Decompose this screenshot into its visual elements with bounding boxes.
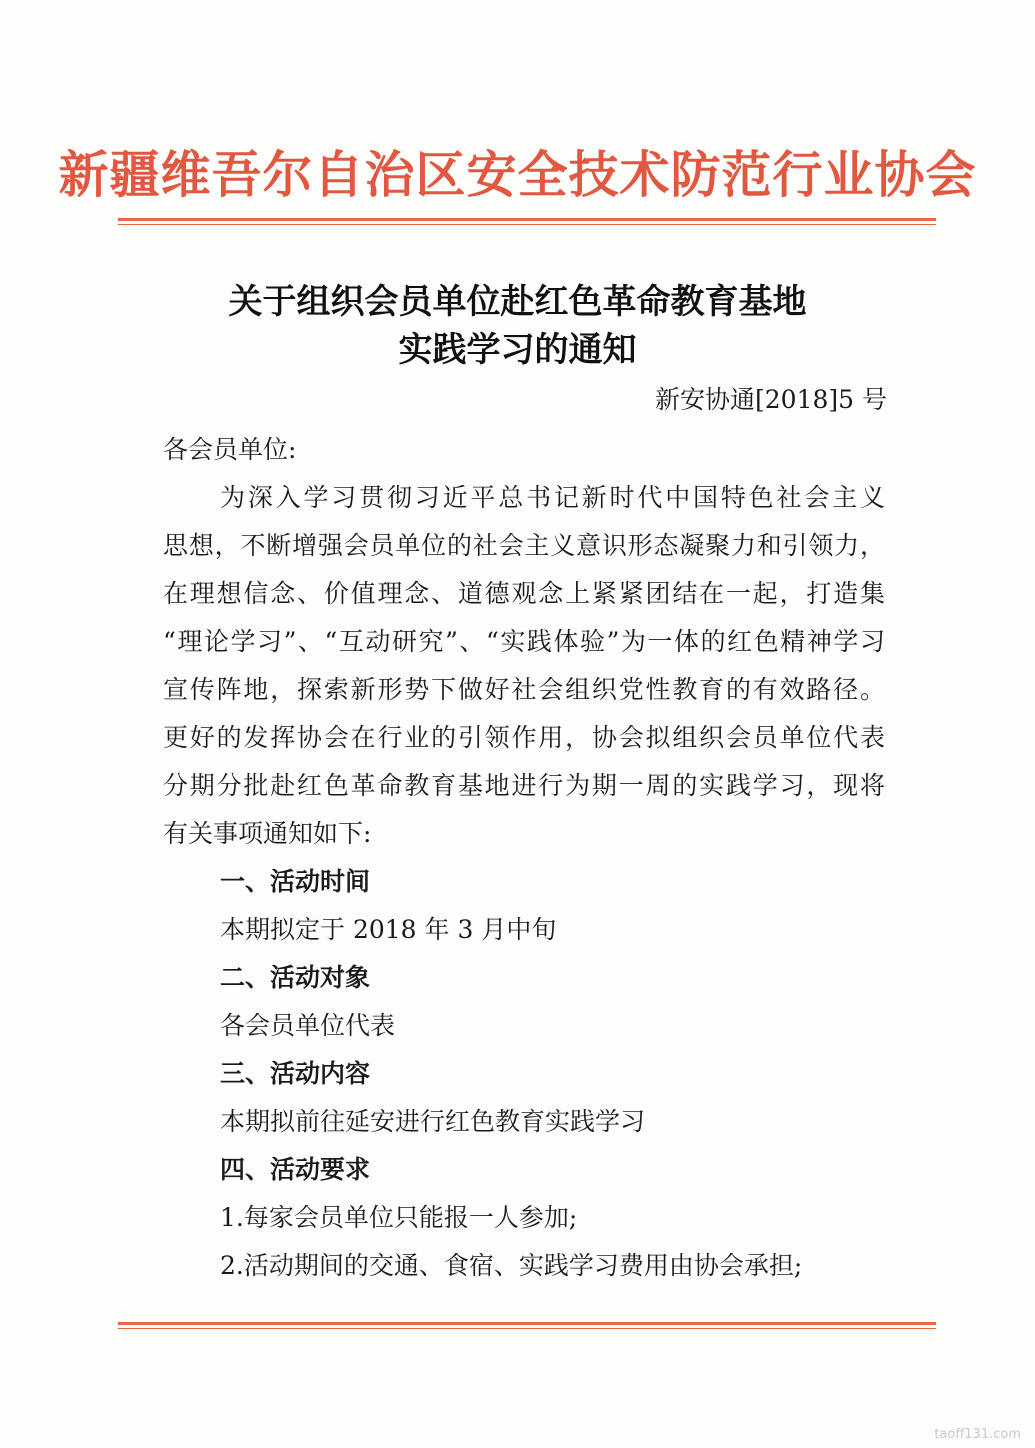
requirement-item: 2.活动期间的交通、食宿、实践学习费用由协会承担; [220, 1251, 803, 1280]
intro-line: 思想，不断增强会员单位的社会主义意识形态凝聚力和引领力， [163, 531, 885, 560]
intro-line: 在理想信念、价值理念、道德观念上紧紧团结在一起，打造集 [163, 579, 885, 608]
section-body-content: 本期拟前往延安进行红色教育实践学习 [220, 1107, 646, 1136]
intro-line: 为深入学习贯彻习近平总书记新时代中国特色社会主义 [220, 483, 885, 512]
footer-rule [118, 1322, 936, 1325]
salutation: 各会员单位: [163, 435, 297, 464]
intro-line: 分期分批赴红色革命教育基地进行为期一周的实践学习，现将 [163, 771, 885, 800]
intro-line: 更好的发挥协会在行业的引领作用，协会拟组织会员单位代表 [163, 723, 885, 752]
letterhead-title: 新疆维吾尔自治区安全技术防范行业协会 [58, 145, 977, 204]
intro-line: 宣传阵地，探索新形势下做好社会组织党性教育的有效路径。 [163, 675, 885, 704]
notice-title-line2: 实践学习的通知 [398, 330, 637, 370]
document-number: 新安协通[2018]5 号 [655, 385, 887, 414]
letterhead-rule-top-thin [118, 224, 936, 225]
section-heading-requirements: 四、活动要求 [220, 1155, 371, 1184]
letterhead-rule-top [118, 218, 936, 221]
intro-line: 有关事项通知如下: [163, 819, 372, 848]
footer-rule-thin [118, 1328, 936, 1329]
notice-title-line1: 关于组织会员单位赴红色革命教育基地 [228, 282, 807, 322]
section-heading-content: 三、活动内容 [220, 1059, 371, 1088]
intro-line: “理论学习”、“互动研究”、“实践体验”为一体的红色精神学习 [163, 627, 885, 656]
section-heading-target: 二、活动对象 [220, 963, 371, 992]
watermark: taoff131.com [934, 1427, 1021, 1442]
section-heading-time: 一、活动时间 [220, 867, 371, 896]
section-body-time: 本期拟定于 2018 年 3 月中旬 [220, 915, 557, 944]
requirement-item: 1.每家会员单位只能报一人参加; [220, 1203, 578, 1232]
section-body-target: 各会员单位代表 [220, 1011, 396, 1040]
